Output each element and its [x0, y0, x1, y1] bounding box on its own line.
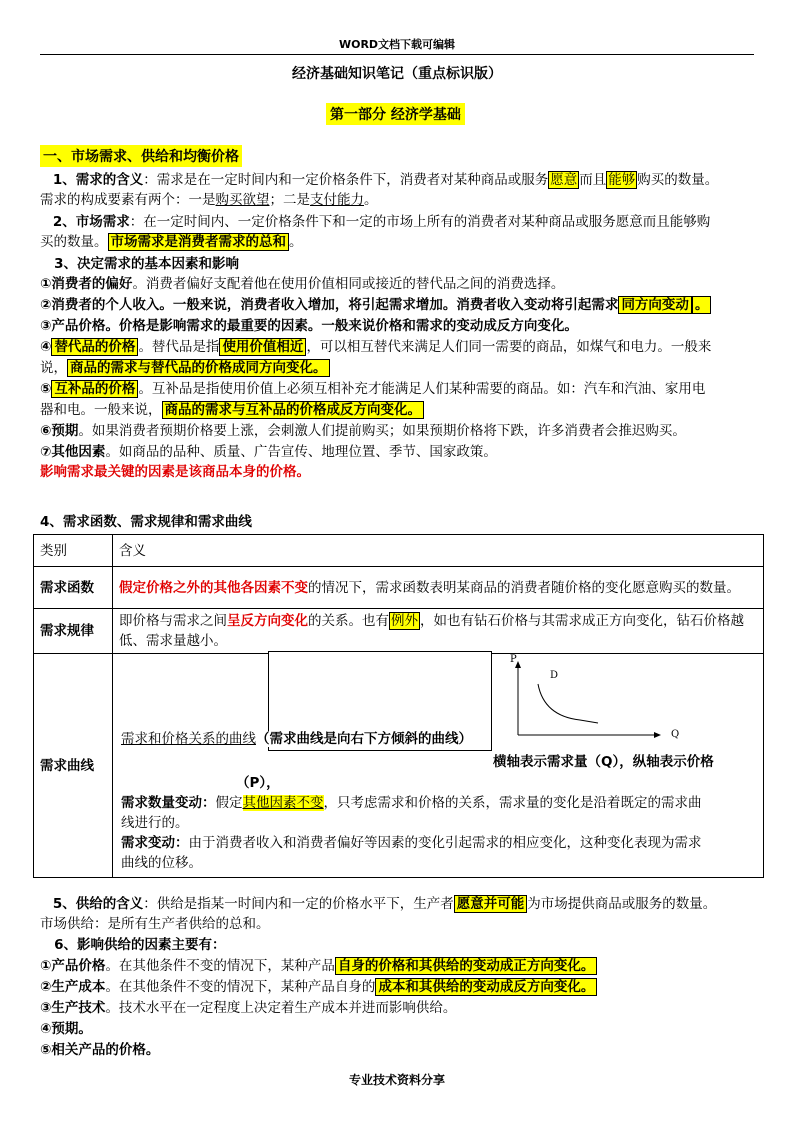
part-heading: 第一部分 经济学基础 — [326, 103, 465, 125]
demand-function-text: 的情况下，需求函数表明某商品的消费者随价格的变化愿意购买的数量。 — [308, 579, 740, 596]
section-heading-4: 4、需求函数、需求规律和需求曲线 — [40, 514, 252, 530]
curve-caption — [121, 729, 472, 749]
supply-factor-tech-label: ③生产技术 — [40, 1000, 106, 1016]
highlight-substitute-same-direction: 商品的需求与替代品的价格成同方向变化。 — [67, 359, 330, 377]
highlight-market-demand-sum: 市场需求是消费者需求的总和 — [108, 233, 290, 251]
factor-expectation-label: ⑥预期 — [40, 423, 79, 439]
axis-label-q-outside: Q — [671, 729, 680, 740]
table-row — [34, 609, 764, 654]
highlight-substitute-price: 替代品的价格 — [51, 338, 138, 356]
factor-other-text: 。如商品的品种、质量、广告宣传、地理位置、季节、国家政策。 — [105, 444, 497, 460]
market-demand-text: ：在一定时间内、一定价格条件下和一定的市场上所有的消费者对某种商品或服务愿意而且能够购 — [129, 214, 711, 230]
factor-substitute-line2-text: 说， — [40, 360, 67, 376]
supply-definition-text-b: 为市场提供商品或服务的数量。 — [527, 896, 717, 912]
key-factor-note: 影响需求最关键的因素是该商品本身的价格。 — [40, 464, 310, 480]
factor-other — [40, 442, 760, 462]
page-footer: 专业技术资料分享 — [348, 1073, 445, 1087]
supply-factors-heading — [40, 935, 760, 955]
highlight-similar-use-value: 使用价值相近 — [219, 338, 306, 356]
purchase-desire: 购买欲望 — [215, 192, 270, 208]
row-label-demand-law: 需求规律 — [34, 609, 113, 654]
highlight-supply-negative: 成本和其供给的变动成反方向变化。 — [375, 978, 597, 996]
quantity-change-text-a: 假定 — [215, 795, 243, 811]
curve-caption-bold: （需求曲线是向右下方倾斜的曲线） — [256, 731, 472, 747]
table-row — [34, 567, 764, 609]
demand-change-line2: 曲线的位移。 — [121, 855, 202, 871]
supply-factors-heading-text: 6、影响供给的因素主要有： — [54, 937, 226, 953]
factor-substitute-text-a: 。替代品是指 — [138, 339, 220, 355]
row-content-demand-function — [113, 567, 764, 609]
highlight-supply-positive: 自身的价格和其供给的变动成正方向变化。 — [335, 957, 598, 975]
highlight-other-factors-unchanged: 其他因素不变 — [242, 795, 324, 811]
highlight-same-direction: 同方向变动 — [618, 296, 692, 314]
supply-factor-cost-label: ②生产成本 — [40, 979, 106, 995]
market-demand — [40, 212, 760, 232]
highlight-willing: 愿意 — [550, 172, 578, 188]
factor-income — [40, 295, 760, 315]
demand-change — [121, 833, 761, 853]
table-header-category: 类别 — [34, 535, 113, 567]
demand-law-text-b: 的关系。也有 — [308, 613, 389, 629]
row-label-demand-function: 需求函数 — [34, 567, 113, 609]
highlight-able: 能够 — [608, 172, 636, 188]
highlight-complement-opposite: 商品的需求与互补品的价格成反方向变化。 — [162, 401, 425, 419]
supply-factor-tech — [40, 998, 760, 1018]
factor-expectation-text: 。如果消费者预期价格要上涨，会刺激人们提前购买；如果预期价格将下跌，许多消费者会推迟购买。 — [78, 423, 686, 439]
demand-law-text-a: 即价格与需求之间 — [119, 613, 227, 629]
quantity-change-label: 需求数量变动： — [121, 795, 216, 811]
factor-substitute — [40, 337, 760, 357]
demand-function-red: 假定价格之外的其他各因素不变 — [119, 579, 308, 596]
supply-factor-expectation: ④预期。 — [40, 1021, 92, 1037]
factor-income-text: ②消费者的个人收入。一般来说，消费者收入增加，将引起需求增加。消费者收入变动将引起需求 — [40, 297, 619, 313]
factor-preference-label: ①消费者的偏好 — [40, 276, 133, 292]
factor-substitute-num: ④ — [40, 339, 52, 355]
supply-definition-text-a: ：供给是指某一时间内和一定的价格水平下，生产者 — [143, 896, 454, 912]
quantity-axis-arrow — [654, 732, 661, 738]
demand-law-red: 呈反方向变化 — [227, 613, 308, 629]
factor-complement-line2 — [40, 400, 760, 420]
page-header: WORD文档下载可编辑 — [40, 36, 754, 55]
factor-substitute-text-b: ，可以相互替代来满足人们同一需要的商品，如煤气和电力。一般来 — [306, 339, 712, 355]
supply-factor-price — [40, 956, 760, 976]
factor-price — [40, 316, 760, 336]
axes-explanation-2: （P）， — [236, 775, 280, 791]
market-demand-line2 — [40, 232, 760, 252]
demand-curve-line — [538, 684, 598, 723]
demand-law-text-c: ，如也有钻石价格与其需求成正方向变化，钻石价格越低、需求量越小。 — [119, 613, 744, 649]
market-supply: 市场供给：是所有生产者供给的总和。 — [40, 916, 270, 932]
factor-substitute-line2 — [40, 358, 760, 378]
demand-definition-text: ：需求是在一定时间内和一定价格条件下，消费者对某种商品或服务 — [143, 172, 549, 188]
factor-complement-line2-text: 器和电。一般来说， — [40, 402, 162, 418]
demand-curve-chart — [500, 650, 670, 745]
axes-explanation: 横轴表示需求量（Q），纵轴表示价格 — [493, 754, 714, 770]
supply-definition-label: 5、供给的含义 — [52, 896, 144, 912]
supply-factor-cost — [40, 977, 760, 997]
payment-ability: 支付能力 — [310, 192, 364, 208]
factor-preference-text: 。消费者偏好支配着他在使用价值相同或接近的替代品之间的消费选择。 — [132, 276, 565, 292]
quantity-change-line2: 线进行的。 — [121, 815, 189, 831]
demand-change-label: 需求变动： — [121, 835, 189, 851]
quantity-change-text-b: ，只考虑需求和价格的关系，需求量的变化是沿着既定的需求曲 — [323, 795, 702, 811]
quantity-change — [121, 793, 761, 813]
highlight-willing-and-able: 愿意并可能 — [454, 895, 528, 913]
highlight-exception: 例外 — [391, 613, 418, 629]
section-heading-1: 一、市场需求、供给和均衡价格 — [40, 145, 242, 167]
factor-expectation — [40, 421, 760, 441]
demand-elements-sep: ；二是 — [269, 192, 310, 208]
supply-factor-tech-text: 。技术水平在一定程度上决定着生产成本并进而影响供给。 — [105, 1000, 457, 1016]
demand-definition-text-b: 而且 — [579, 172, 607, 188]
highlight-complement-price: 互补品的价格 — [51, 380, 138, 398]
demand-definition-text-c: 购买的数量。 — [637, 172, 719, 188]
market-demand-label: 2、市场需求 — [52, 214, 130, 230]
demand-elements-end: 。 — [364, 192, 378, 208]
table-header-meaning: 含义 — [113, 535, 764, 567]
curve-caption-text: 需求和价格关系的曲线 — [121, 731, 256, 747]
axis-label-p: P — [510, 654, 517, 665]
factor-complement-num: ⑤ — [40, 381, 52, 397]
factor-income-end: 。 — [692, 296, 712, 314]
factor-price-label: ③产品价格 — [40, 318, 106, 334]
demand-elements-text: 需求的构成要素有两个：一是 — [40, 192, 216, 208]
table-header-row — [34, 535, 764, 567]
demand-definition-label: 1、需求的含义 — [52, 172, 144, 188]
factor-complement-text: 。互补品是指使用价值上必须互相补充才能满足人们某种需要的商品。如：汽车和汽油、家用电 — [138, 381, 706, 397]
row-content-demand-law — [113, 609, 764, 654]
demand-factors-heading-text: 3、决定需求的基本因素和影响 — [54, 256, 240, 272]
document-title: 经济基础知识笔记（重点标识版） — [292, 66, 502, 82]
demand-elements — [40, 190, 760, 210]
demand-definition — [40, 170, 760, 190]
factor-preference — [40, 274, 760, 294]
demand-factors-heading — [40, 254, 760, 274]
market-demand-end: 。 — [289, 234, 303, 250]
market-demand-text-2: 买的数量。 — [40, 234, 108, 250]
factor-price-text: 。价格是影响需求的最重要的因素。一般来说价格和需求的变动成反方向变化。 — [105, 318, 578, 334]
curve-label-d: D — [550, 670, 559, 681]
supply-factor-price-text: 。在其他条件不变的情况下，某种产品 — [105, 958, 335, 974]
factor-other-label: ⑦其他因素 — [40, 444, 106, 460]
supply-factor-cost-text: 。在其他条件不变的情况下，某种产品自身的 — [105, 979, 376, 995]
supply-factor-price-label: ①产品价格 — [40, 958, 106, 974]
factor-complement — [40, 379, 760, 399]
supply-factor-related-price: ⑤相关产品的价格。 — [40, 1042, 160, 1058]
supply-definition — [40, 894, 760, 914]
row-label-demand-curve: 需求曲线 — [34, 654, 113, 878]
demand-change-text: 由于消费者收入和消费者偏好等因素的变化引起需求的相应变化，这种变化表现为需求 — [188, 835, 702, 851]
